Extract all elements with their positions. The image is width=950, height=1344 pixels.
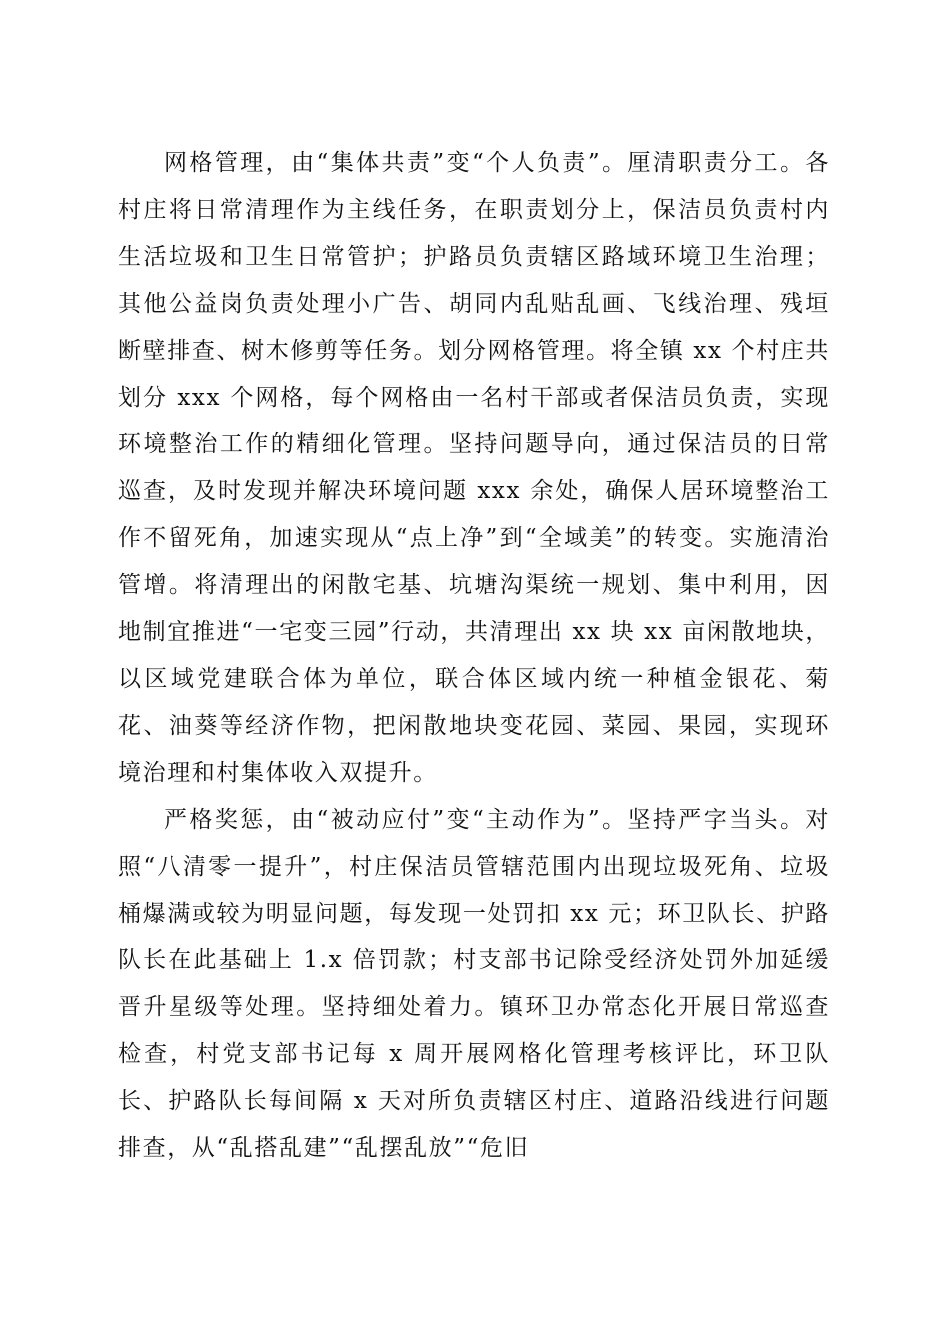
paragraph-rewards-penalties: 严格奖惩，由“被动应付”变“主动作为”。坚持严字当头。对照“八清零一提升”，村庄保洁员管辖范围内出现垃圾死角、垃圾桶爆满或较为明显问题，每发现一处罚扣 xx 元；环卫队长、护路队长在此基础上 1.x 倍罚款；村支部书记除受经济处罚外加延缓晋升星级等处理。坚持细处着力。镇环卫办常态化开展日常巡查检查，村党支部书记每 x 周开展网格化管理考核评比，环卫队长、护路队长每间隔 x 天对所负责辖区村庄、道路沿线进行问题排查，从“乱搭乱建”“乱摆乱放”“危旧 bbox=[118, 806, 830, 1162]
document-body bbox=[118, 140, 830, 1172]
paragraph-grid-management: 网格管理，由“集体共责”变“个人负责”。厘清职责分工。各村庄将日常清理作为主线任务，在职责划分上，保洁员负责村内生活垃圾和卫生日常管护；护路员负责辖区路域环境卫生治理；其他公益岗负责处理小广告、胡同内乱贴乱画、飞线治理、残垣断壁排查、树木修剪等任务。划分网格管理。将全镇 xx 个村庄共划分 xxx 个网格，每个网格由一名村干部或者保洁员负责，实现环境整治工作的精细化管理。坚持问题导向，通过保洁员的日常巡查，及时发现并解决环境问题 xxx 余处，确保人居环境整治工作不留死角，加速实现从“点上净”到“全域美”的转变。实施清治管增。将清理出的闲散宅基、坑塘沟渠统一规划、集中利用，因地制宜推进“一宅变三园”行动，共清理出 xx 块 xx 亩闲散地块，以区域党建联合体为单位，联合体区域内统一种植金银花、菊花、油葵等经济作物，把闲散地块变花园、菜园、果园，实现环境治理和村集体收入双提升。 bbox=[118, 150, 830, 786]
